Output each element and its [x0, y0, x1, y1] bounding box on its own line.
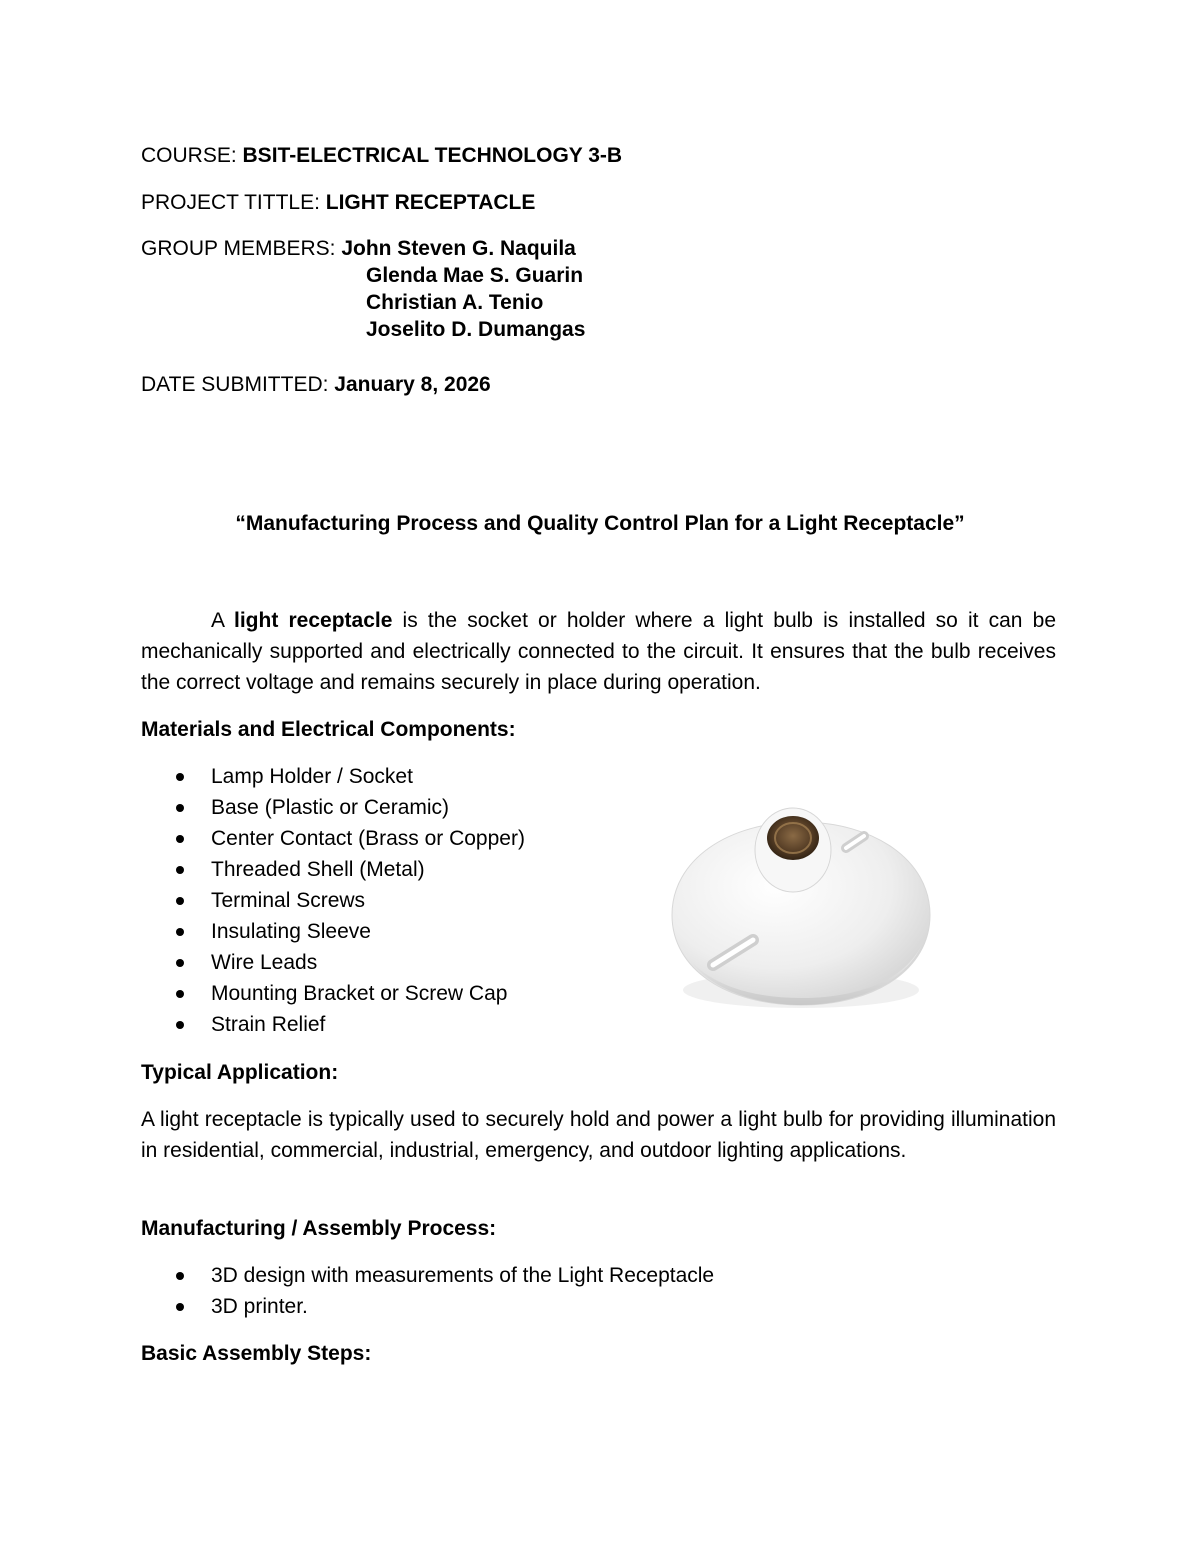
list-item: Terminal Screws — [141, 885, 525, 916]
course-value: BSIT-ELECTRICAL TECHNOLOGY 3-B — [242, 144, 623, 167]
process-list — [141, 1260, 714, 1322]
project-label: PROJECT TITTLE: — [141, 191, 326, 214]
date-value: January 8, 2026 — [334, 373, 491, 396]
list-item: Insulating Sleeve — [141, 916, 525, 947]
member-name: Glenda Mae S. Guarin — [366, 264, 584, 287]
list-item: Center Contact (Brass or Copper) — [141, 823, 525, 854]
date-label: DATE SUBMITTED: — [141, 373, 335, 396]
course-line — [141, 144, 622, 168]
member-name: Christian A. Tenio — [366, 291, 544, 314]
materials-list — [141, 761, 525, 1040]
list-item: Base (Plastic or Ceramic) — [141, 792, 525, 823]
list-item: Wire Leads — [141, 947, 525, 978]
assembly-steps-heading: Basic Assembly Steps: — [141, 1342, 372, 1365]
member-name: Joselito D. Dumangas — [366, 318, 586, 341]
group-members-line — [141, 237, 576, 261]
process-heading: Manufacturing / Assembly Process: — [141, 1217, 497, 1240]
list-item: Lamp Holder / Socket — [141, 761, 525, 792]
intro-lead: A — [211, 609, 235, 632]
list-item: Strain Relief — [141, 1009, 525, 1040]
date-line — [141, 373, 491, 397]
member-name: John Steven G. Naquila — [341, 237, 576, 260]
list-item: Mounting Bracket or Screw Cap — [141, 978, 525, 1009]
members-label: GROUP MEMBERS: — [141, 237, 342, 260]
materials-heading: Materials and Electrical Components: — [141, 718, 516, 741]
intro-rest: is the socket or holder where a light bulb is installed so it can be mechanically supported and electrically connected to the circuit. It ensures that the bulb receives the correct voltage and remains securely in place during operation. — [141, 609, 1057, 694]
project-title-line — [141, 191, 535, 215]
project-value: LIGHT RECEPTACLE — [325, 191, 536, 214]
list-item: 3D printer. — [141, 1291, 714, 1322]
intro-term: light receptacle — [234, 609, 393, 632]
application-heading: Typical Application: — [141, 1061, 339, 1084]
application-paragraph: A light receptacle is typically used to securely hold and power a light bulb for providing illumination in residential, commercial, industrial, emergency, and outdoor lighting applications. — [141, 1108, 1056, 1162]
document-title: “Manufacturing Process and Quality Control Plan for a Light Receptacle” — [235, 512, 965, 535]
list-item: 3D design with measurements of the Light Receptacle — [141, 1260, 714, 1291]
list-item: Threaded Shell (Metal) — [141, 854, 525, 885]
course-label: COURSE: — [141, 144, 243, 167]
intro-paragraph — [141, 605, 1056, 698]
light-receptacle-image — [668, 800, 934, 1016]
